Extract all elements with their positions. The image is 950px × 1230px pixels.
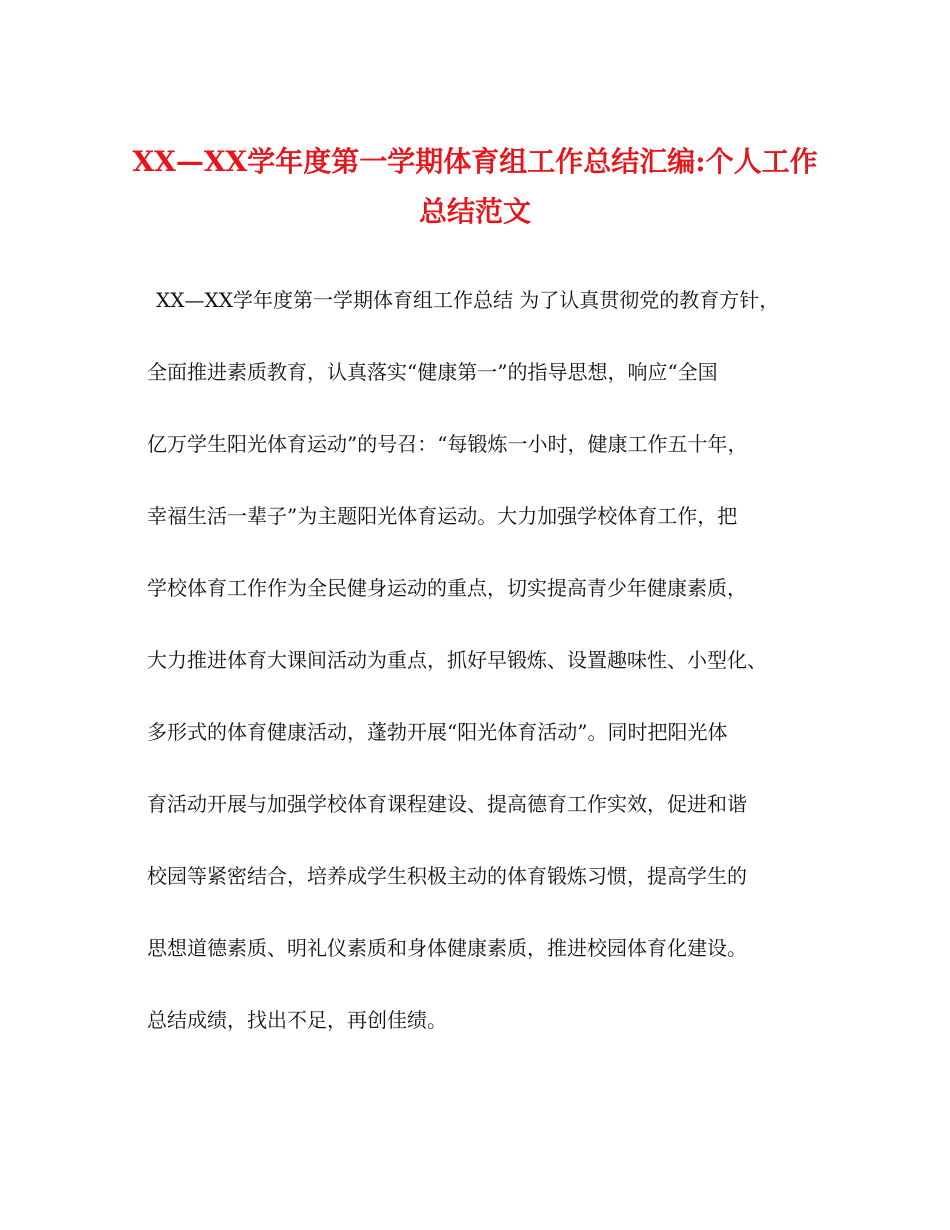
body-line: 大力推进体育大课间活动为重点，抓好早锻炼、设置趣味性、小型化、 [147,648,767,672]
body-line: 思想道德素质、明礼仪素质和身体健康素质，推进校园体育化建设。 [147,936,747,960]
body-paragraph [147,274,817,1066]
body-line: 学校体育工作作为全民健身运动的重点，切实提高青少年健康素质， [147,576,747,600]
body-line: 全面推进素质教育，认真落实“健康第一”的指导思想，响应“全国 [147,360,718,384]
body-line: 多形式的体育健康活动，蓬勃开展“阳光体育活动”。同时把阳光体 [147,720,728,744]
body-line: 幸福生活一辈子”为主题阳光体育运动。大力加强学校体育工作，把 [147,504,738,528]
document-title-line-1: XX—XX学年度第一学期体育组工作总结汇编:个人工作 [132,145,818,178]
body-line: 亿万学生阳光体育运动”的号召：“每锻炼一小时，健康工作五十年， [147,432,748,456]
body-line: 育活动开展与加强学校体育课程建设、提高德育工作实效，促进和谐 [147,792,747,816]
document-title-line-2: 总结范文 [418,195,531,228]
body-line: XX—XX学年度第一学期体育组工作总结 为了认真贯彻党的教育方针， [156,288,780,312]
body-line: 校园等紧密结合，培养成学生积极主动的体育锻炼习惯，提高学生的 [147,864,747,888]
body-line: 总结成绩，找出不足，再创佳绩。 [147,1008,447,1032]
